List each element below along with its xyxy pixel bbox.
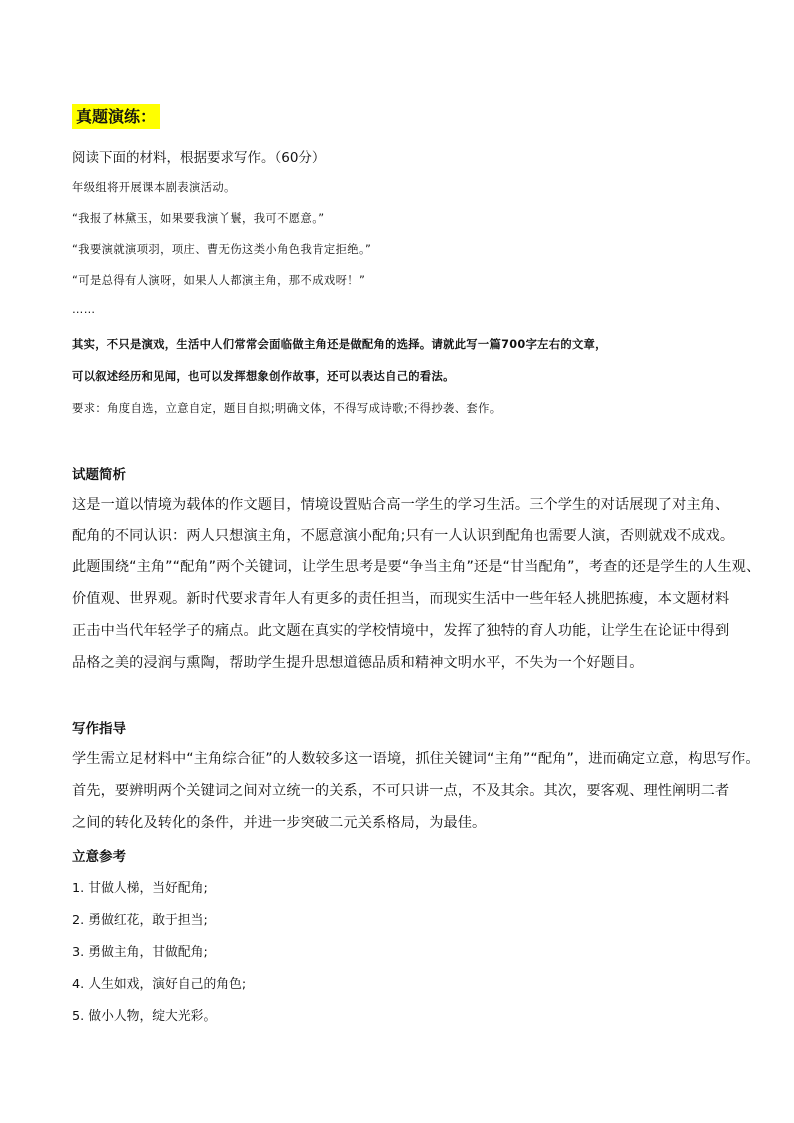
idea-item: 3. 勇做主角，甘做配角; [72, 945, 208, 960]
material-ellipsis: …… [72, 303, 96, 316]
guidance-line: 学生需立足材料中“主角综合征”的人数较多这一语境，抓住关键词“主角”“配角”，进而确定立意，构思写作。 [72, 751, 760, 767]
task-line: 可以叙述经历和见闻，也可以发挥想象创作故事，还可以表达自己的看法。 [72, 370, 455, 383]
idea-item: 1. 甘做人梯，当好配角; [72, 881, 208, 896]
analysis-line: 品格之美的浸润与熏陶，帮助学生提升思想道德品质和精神文明水平，不失为一个好题目。 [72, 655, 644, 671]
analysis-line: 正击中当代年轻学子的痛点。此文题在真实的学校情境中，发挥了独特的育人功能，让学生在论证中得到 [72, 623, 730, 639]
idea-item: 4. 人生如戏，演好自己的角色; [72, 977, 247, 992]
guidance-line: 首先，要辨明两个关键词之间对立统一的关系，不可只讲一点，不及其余。其次，要客观、理性阐明二者 [72, 783, 730, 799]
guidance-line: 之间的转化及转化的条件，并进一步突破二元关系格局，为最佳。 [72, 815, 487, 831]
section-banner: 真题演练： [72, 104, 160, 129]
guidance-heading: 写作指导 [72, 721, 126, 737]
idea-item: 5. 做小人物，绽大光彩。 [72, 1009, 217, 1024]
analysis-heading: 试题简析 [72, 467, 126, 483]
prompt-intro: 阅读下面的材料，根据要求写作。（60分） [72, 150, 326, 166]
task-line: 其实，不只是演戏，生活中人们常常会面临做主角还是做配角的选择。请就此写一篇700字左右的文章， [72, 338, 607, 351]
ideas-heading: 立意参考 [72, 849, 126, 865]
material-line: “可是总得有人演呀，如果人人都演主角，那不成戏呀！” [72, 274, 366, 287]
material-line: “我报了林黛玉，如果要我演丫鬟，我可不愿意。” [72, 212, 325, 225]
material-line: 年级组将开展课本剧表演活动。 [72, 181, 236, 194]
material-line: “我要演就演项羽，项庄、曹无伤这类小角色我肯定拒绝。” [72, 243, 372, 256]
idea-item: 2. 勇做红花，敢于担当; [72, 913, 208, 928]
requirements: 要求：角度自选，立意自定，题目自拟;明确文体，不得写成诗歌;不得抄袭、套作。 [72, 402, 502, 415]
analysis-line: 这是一道以情境为载体的作文题目，情境设置贴合高一学生的学习生活。三个学生的对话展现了对主角、 [72, 497, 730, 513]
analysis-line: 配角的不同认识：两人只想演主角，不愿意演小配角;只有一人认识到配角也需要人演，否则就戏不成戏。 [72, 528, 735, 544]
analysis-line: 此题围绕“主角”“配角”两个关键词，让学生思考是要“争当主角”还是“甘当配角”，考查的还是学生的人生观、 [72, 559, 761, 575]
analysis-line: 价值观、世界观。新时代要求青年人有更多的责任担当，而现实生活中一些年轻人挑肥拣瘦，本文题材料 [72, 591, 730, 607]
